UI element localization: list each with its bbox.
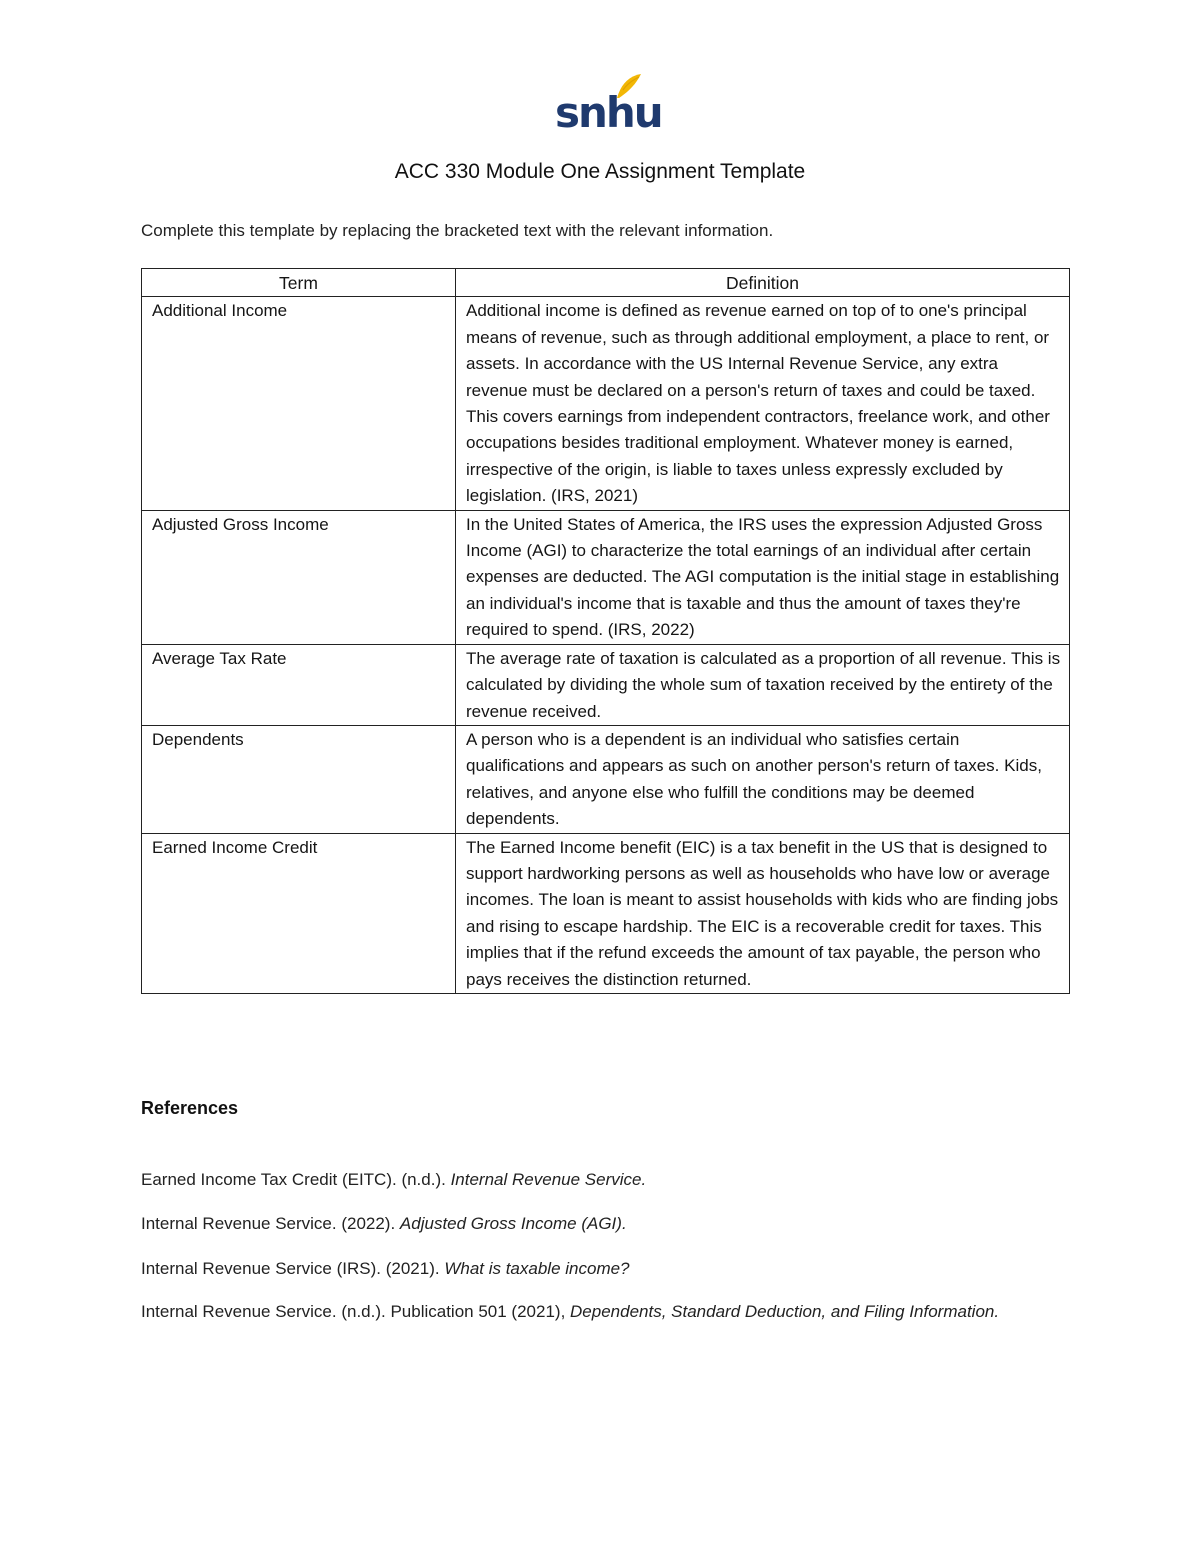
term-cell: Adjusted Gross Income [142,510,456,644]
terms-table [141,268,1070,994]
table-row [142,725,1070,833]
term-cell: Average Tax Rate [142,644,456,725]
reference-item [141,1255,1041,1283]
definition-cell: The Earned Income benefit (EIC) is a tax benefit in the US that is designed to support hardworking persons as well as households who have low or average incomes. The loan is meant to assist households with kids who are finding jobs and rising to escape hardship. The EIC is a recoverable credit for taxes. This implies that if the refund exceeds the amount of tax payable, the person who pays receives the distinction returned. [456,833,1070,993]
snhu-logo [555,72,662,137]
table-row [142,297,1070,510]
reference-title: What is taxable income? [444,1259,630,1278]
table-row [142,833,1070,993]
reference-item [141,1210,1041,1238]
reference-text: Internal Revenue Service (IRS). (2021). [141,1259,445,1278]
reference-item [141,1298,1041,1326]
table-header-row [142,269,1070,297]
reference-text: Internal Revenue Service. (n.d.). Publication 501 (2021), [141,1302,571,1321]
reference-text: Earned Income Tax Credit (EITC). (n.d.). [141,1170,451,1189]
definition-cell: In the United States of America, the IRS uses the expression Adjusted Gross Income (AGI) to characterize the total earnings of an individual after certain expenses are deducted. The AGI computation is the initial stage in establishing an individual's income that is taxable and thus the amount of taxes they're required to spend. (IRS, 2022) [456,510,1070,644]
page-title: ACC 330 Module One Assignment Template [394,160,806,183]
instructions-text: Complete this template by replacing the bracketed text with the relevant information. [141,221,774,240]
reference-item [141,1166,1041,1194]
reference-title: Internal Revenue Service. [450,1170,647,1189]
definition-column-header: Definition [456,269,1070,297]
term-cell: Earned Income Credit [142,833,456,993]
term-cell: Dependents [142,725,456,833]
definition-cell: Additional income is defined as revenue earned on top of to one's principal means of revenue, such as through additional employment, a place to rent, or assets. In accordance with the US Internal Revenue Service, any extra revenue must be declared on a person's return of taxes and could be taxed. This covers earnings from independent contractors, freelance work, and other occupations besides traditional employment. Whatever money is earned, irrespective of the origin, is liable to taxes unless expressly excluded by legislation. (IRS, 2021) [456,297,1070,510]
reference-title: Adjusted Gross Income (AGI). [399,1214,627,1233]
table-row [142,510,1070,644]
definition-cell: A person who is a dependent is an individual who satisfies certain qualifications and appears as such on another person's return of taxes. Kids, relatives, and anyone else who fulfill the conditions may be deemed dependents. [456,725,1070,833]
table-row [142,644,1070,725]
logo-wordmark: snhu [555,88,662,137]
references-heading: References [141,1098,239,1118]
definition-cell: The average rate of taxation is calculated as a proportion of all revenue. This is calculated by dividing the whole sum of taxation received by the entirety of the revenue received. [456,644,1070,725]
term-column-header: Term [142,269,456,297]
reference-text: Internal Revenue Service. (2022). [141,1214,400,1233]
reference-title: Dependents, Standard Deduction, and Filing Information. [570,1302,1000,1321]
term-cell: Additional Income [142,297,456,510]
